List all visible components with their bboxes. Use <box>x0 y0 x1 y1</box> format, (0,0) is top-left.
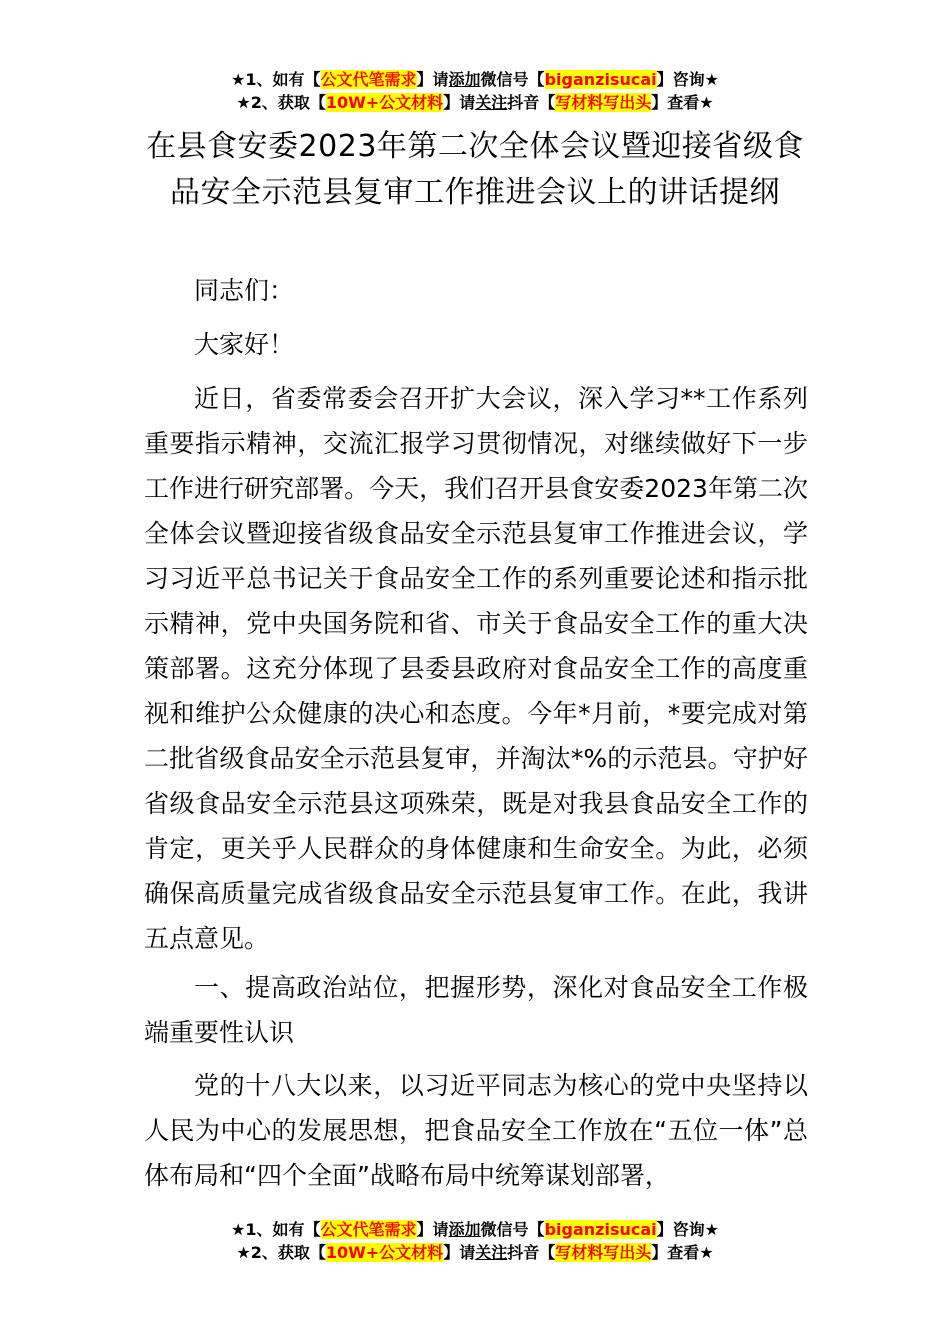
promo-line-1 <box>0 1218 950 1241</box>
promo-underlined: 添加 <box>448 70 481 89</box>
promo-line-2 <box>0 91 950 114</box>
promo-highlight: biganzisucai <box>544 1220 657 1239</box>
greeting-text: 大家好！ <box>194 330 295 359</box>
greeting-text: 同志们： <box>194 276 295 305</box>
promo-text: 微信号【 <box>480 70 545 89</box>
promo-underlined: 关注 <box>475 93 508 112</box>
promo-text: 】查看★ <box>651 93 714 112</box>
promo-text: 】查看★ <box>651 1243 714 1262</box>
promo-highlight: 公文代笔需求 <box>320 70 417 89</box>
promo-highlight: 写材料写出头 <box>555 1243 652 1262</box>
promo-line-2 <box>0 1241 950 1264</box>
promo-highlight: biganzisucai <box>544 70 657 89</box>
promo-text: 】请 <box>443 93 476 112</box>
promo-text: 】咨询★ <box>656 1220 719 1239</box>
promo-text: 】请 <box>443 1243 476 1262</box>
promo-text: 抖音【 <box>507 1243 556 1262</box>
greeting-everyone <box>144 322 808 367</box>
promo-text: 抖音【 <box>507 93 556 112</box>
document-title: 在县食安委2023年第二次全体会议暨迎接省级食品安全示范县复审工作推进会议上的讲话提纲 <box>146 129 804 210</box>
greeting-comrades <box>144 268 808 313</box>
promo-banner-bottom <box>0 1218 950 1264</box>
promo-text: 】咨询★ <box>656 70 719 89</box>
body-paragraph <box>144 376 808 961</box>
promo-highlight: 10W+公文材料 <box>325 93 444 112</box>
promo-text: ★2、获取【 <box>236 93 326 112</box>
promo-line-1 <box>0 68 950 91</box>
promo-text: ★1、如有【 <box>231 1220 321 1239</box>
promo-text: ★1、如有【 <box>231 70 321 89</box>
promo-underlined: 关注 <box>475 1243 508 1262</box>
heading-text: 一、提高政治站位，把握形势，深化对食品安全工作极端重要性认识 <box>144 973 808 1047</box>
promo-text: 】请 <box>416 70 449 89</box>
promo-highlight: 10W+公文材料 <box>325 1243 444 1262</box>
promo-text: 微信号【 <box>480 1220 545 1239</box>
promo-text: 】请 <box>416 1220 449 1239</box>
promo-highlight: 写材料写出头 <box>555 93 652 112</box>
promo-text: ★2、获取【 <box>236 1243 326 1262</box>
promo-underlined: 添加 <box>448 1220 481 1239</box>
body-paragraph <box>144 1063 808 1198</box>
paragraph-text: 近日，省委常委会召开扩大会议，深入学习**工作系列重要指示精神，交流汇报学习贯彻情况，对继续做好下一步工作进行研究部署。今天，我们召开县食安委2023年第二次全体会议暨迎接省级食品安全示范县复审工作推进会议，学习习近平总书记关于食品安全工作的系列重要论述和指示批示精神，党中央国务院和省、市关于食品安全工作的重大决策部署。这充分体现了县委县政府对食品安全工作的高度重视和维护公众健康的决心和态度。今年*月前，*要完成对第二批省级食品安全示范县复审，并淘汰*%的示范县。守护好省级食品安全示范县这项殊荣，既是对我县食品安全工作的肯定，更关乎人民群众的身体健康和生命安全。为此，必须确保高质量完成省级食品安全示范县复审工作。在此，我讲五点意见。 <box>144 384 808 953</box>
paragraph-text: 党的十八大以来，以习近平同志为核心的党中央坚持以人民为中心的发展思想，把食品安全工作放在“五位一体”总体布局和“四个全面”战略布局中统筹谋划部署， <box>144 1071 808 1190</box>
promo-highlight: 公文代笔需求 <box>320 1220 417 1239</box>
section-heading <box>144 965 808 1055</box>
promo-banner-top <box>0 68 950 114</box>
